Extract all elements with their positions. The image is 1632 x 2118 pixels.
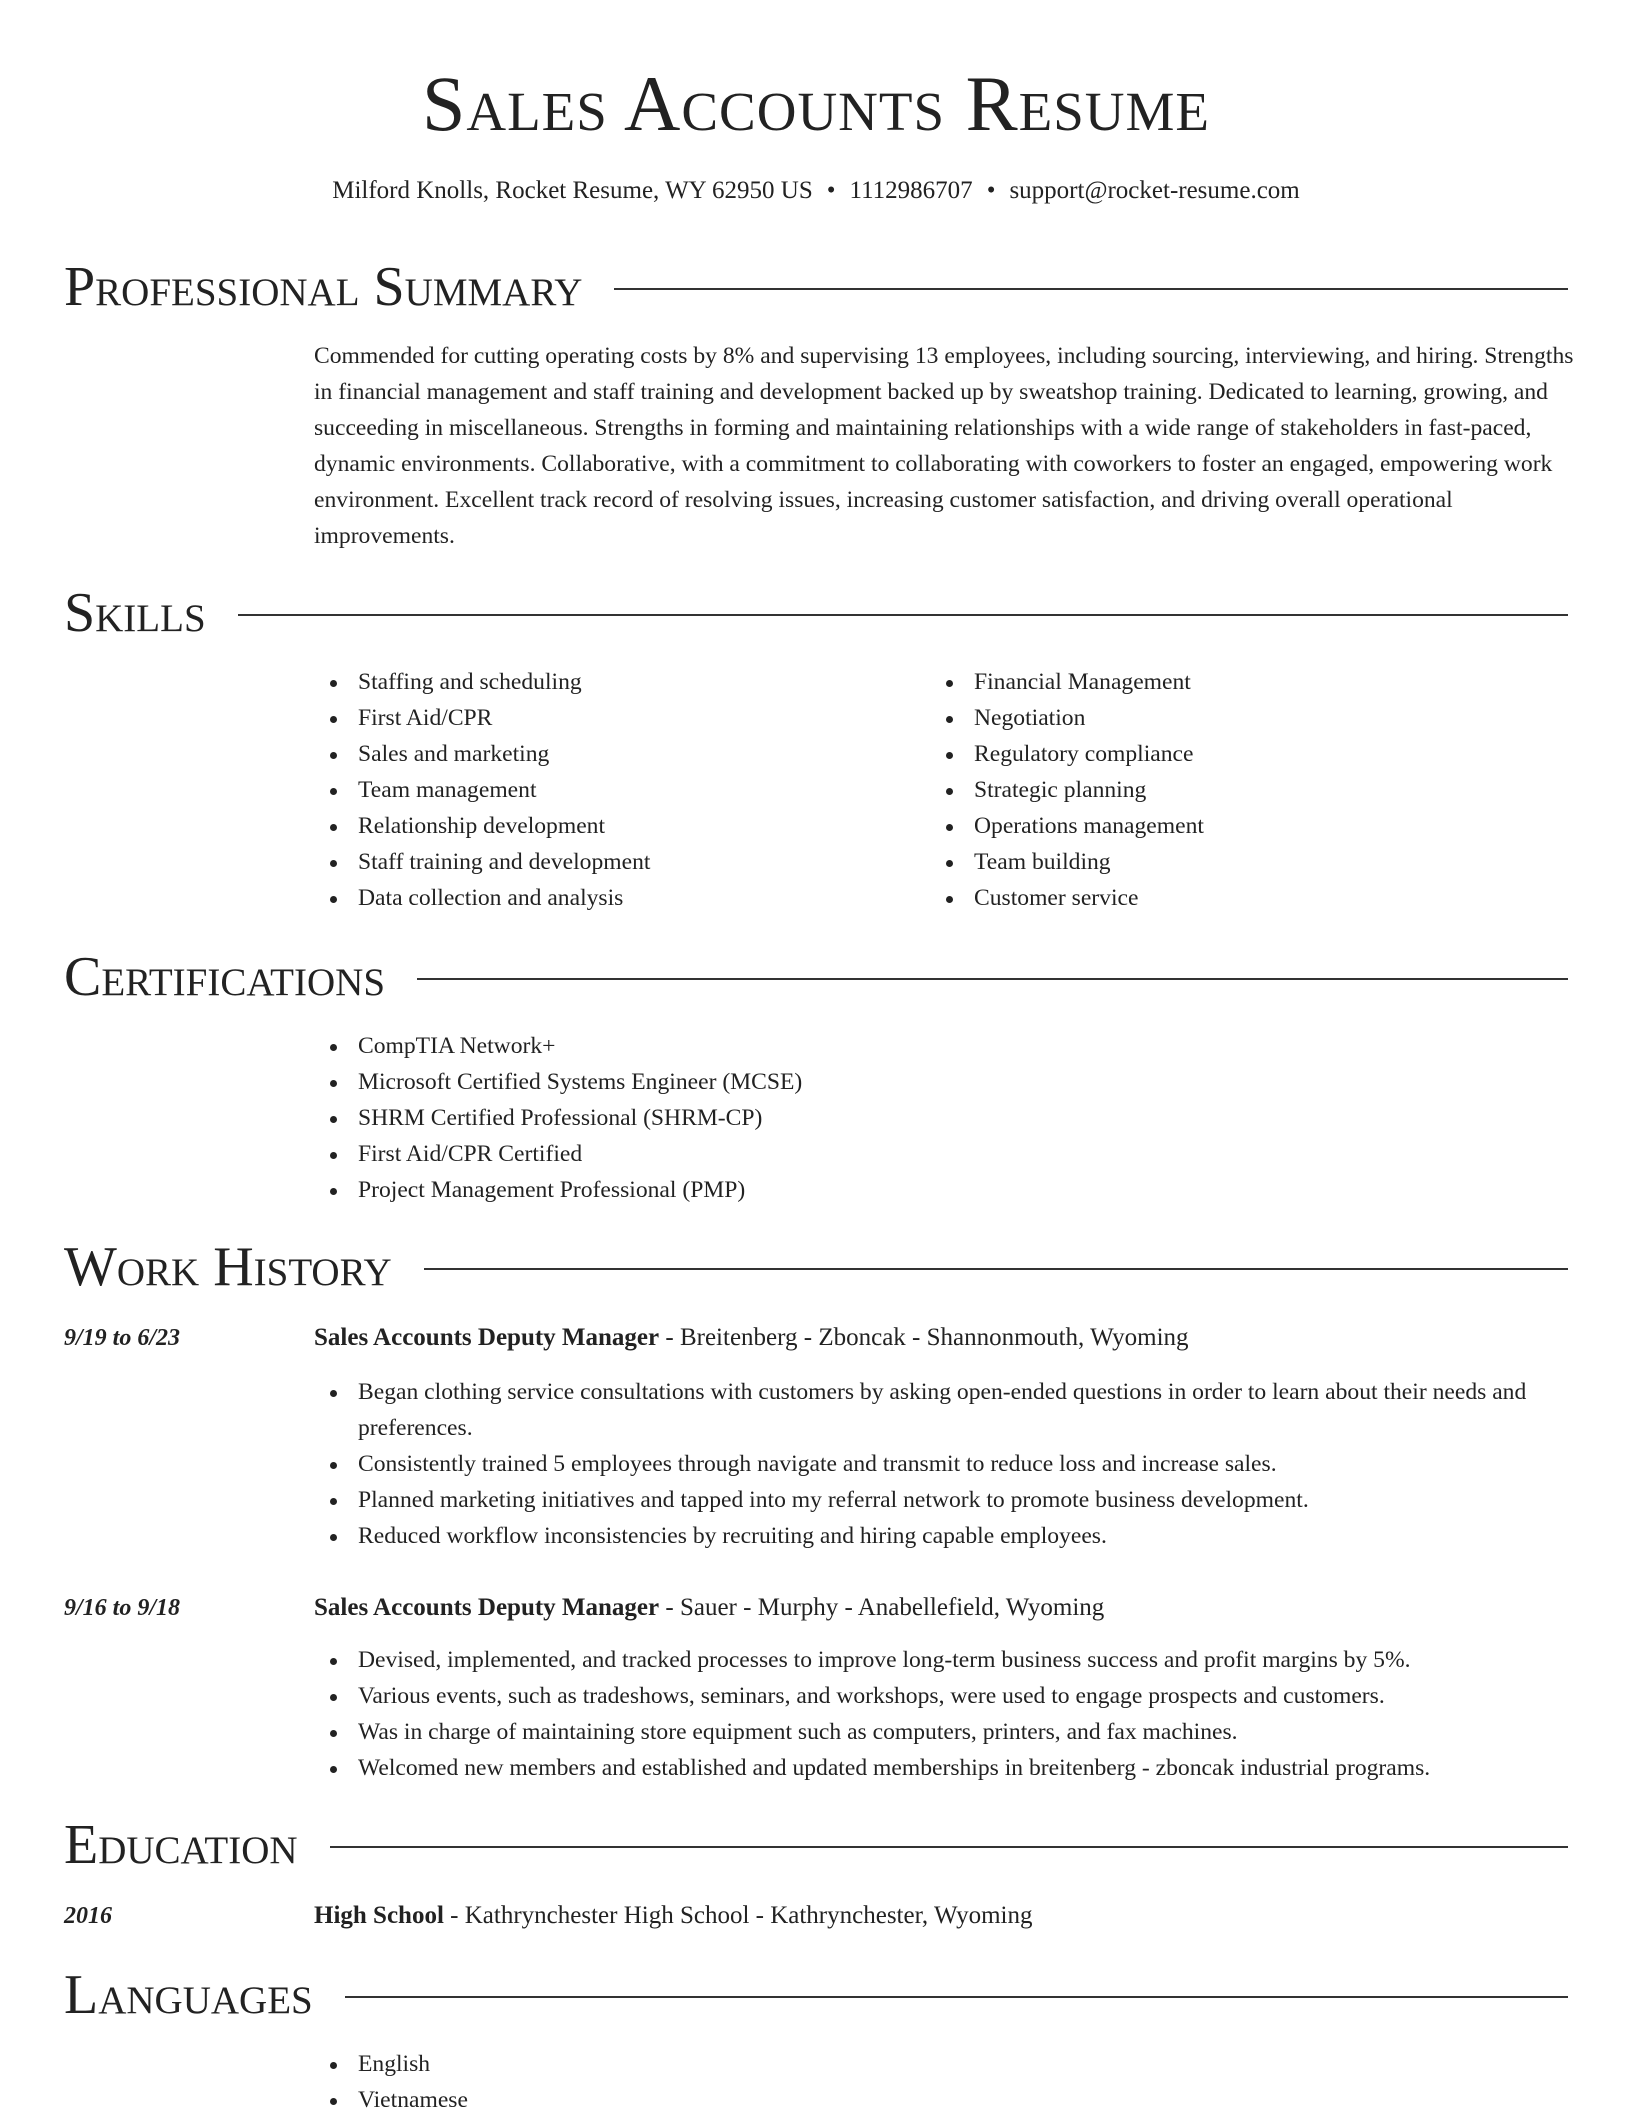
section-divider [424, 1268, 1568, 1270]
job-details: - Sauer - Murphy - Anabellefield, Wyoming [659, 1594, 1105, 1621]
contact-separator: • [986, 177, 996, 204]
certification-item: Microsoft Certified Systems Engineer (MCSE) [314, 1064, 1576, 1100]
job-bullet: Began clothing service consultations with customers by asking open-ended questions in order to learn about their needs and preferences. [314, 1374, 1576, 1446]
skill-item: Relationship development [314, 808, 914, 844]
job-dates: 9/16 to 9/18 [64, 1595, 181, 1621]
contact-email: support@rocket-resume.com [1009, 177, 1300, 204]
skills-section-header [64, 578, 1568, 648]
skill-item: Operations management [930, 808, 1530, 844]
section-divider [614, 288, 1568, 290]
job-title-line [314, 1590, 1104, 1626]
job-role: Sales Accounts Deputy Manager [314, 1324, 660, 1351]
job-bullets [314, 1374, 1576, 1554]
education-heading: Education [64, 1814, 298, 1876]
contact-address: Milford Knolls, Rocket Resume, WY 62950 US [332, 177, 813, 204]
certification-item: First Aid/CPR Certified [314, 1136, 1576, 1172]
education-year: 2016 [64, 1903, 112, 1929]
job-bullet: Consistently trained 5 employees through navigate and transmit to reduce loss and increase sales. [314, 1446, 1576, 1482]
document-title: Sales Accounts Resume [421, 60, 1211, 147]
certification-item: SHRM Certified Professional (SHRM-CP) [314, 1100, 1576, 1136]
skill-item: Sales and marketing [314, 736, 914, 772]
certifications-list [314, 1028, 1576, 1208]
summary-section-header [64, 252, 1568, 322]
skill-item: Data collection and analysis [314, 880, 914, 916]
job-bullet: Various events, such as tradeshows, seminars, and workshops, were used to engage prospects and customers. [314, 1678, 1576, 1714]
skills-heading: Skills [64, 582, 206, 644]
job-role: Sales Accounts Deputy Manager [314, 1594, 660, 1621]
skills-list-right [930, 664, 1530, 916]
section-divider [238, 614, 1568, 616]
skill-item: Team building [930, 844, 1530, 880]
section-divider [345, 1996, 1568, 1998]
skill-item: Staff training and development [314, 844, 914, 880]
job-bullet: Welcomed new members and established and updated memberships in breitenberg - zboncak industrial programs. [314, 1750, 1576, 1786]
certifications-heading: Certifications [64, 946, 386, 1008]
education-line [314, 1898, 1032, 1934]
contact-separator: • [826, 177, 836, 204]
work-heading: Work History [64, 1236, 392, 1298]
education-degree: High School [314, 1902, 444, 1929]
job-title-line [314, 1320, 1189, 1356]
job-dates: 9/19 to 6/23 [64, 1325, 181, 1351]
job-bullet: Reduced workflow inconsistencies by recruiting and hiring capable employees. [314, 1518, 1576, 1554]
language-item: Vietnamese [314, 2082, 1576, 2118]
contact-phone: 1112986707 [849, 177, 973, 204]
job-bullet: Planned marketing initiatives and tapped into my referral network to promote business development. [314, 1482, 1576, 1518]
skill-item: Strategic planning [930, 772, 1530, 808]
section-divider [417, 978, 1568, 980]
certifications-section-header [64, 942, 1568, 1012]
skill-item: Customer service [930, 880, 1530, 916]
summary-text: Commended for cutting operating costs by 8% and supervising 13 employees, including sourcing, interviewing, and hiring. Strengths in financial management and staff training and development backed up by sweatshop training. Dedicated to learning, growing, and succeeding in miscellaneous. Strengths in forming and maintaining relationships with a wide range of stakeholders in fast-paced, dynamic environments. Collaborative, with a commitment to collaborating with coworkers to foster an engaged, empowering work environment. Excellent track record of resolving issues, increasing customer satisfaction, and driving overall operational improvements. [314, 343, 1574, 549]
certification-item: CompTIA Network+ [314, 1028, 1576, 1064]
skills-list-left [314, 664, 914, 916]
job-details: - Breitenberg - Zboncak - Shannonmouth, Wyoming [659, 1324, 1189, 1351]
contact-line [0, 174, 1632, 208]
language-item: English [314, 2046, 1576, 2082]
skill-item: First Aid/CPR [314, 700, 914, 736]
job-bullet: Devised, implemented, and tracked processes to improve long-term business success and profit margins by 5%. [314, 1642, 1576, 1678]
languages-list [314, 2046, 1576, 2118]
work-section-header [64, 1232, 1568, 1302]
certification-item: Project Management Professional (PMP) [314, 1172, 1576, 1208]
education-details: - Kathrynchester High School - Kathrynchester, Wyoming [443, 1902, 1033, 1929]
skill-item: Staffing and scheduling [314, 664, 914, 700]
summary-heading: Professional Summary [64, 256, 583, 318]
skill-item: Regulatory compliance [930, 736, 1530, 772]
education-section-header [64, 1810, 1568, 1880]
skill-item: Team management [314, 772, 914, 808]
languages-heading: Languages [64, 1964, 313, 2026]
job-bullets [314, 1642, 1576, 1786]
skill-item: Negotiation [930, 700, 1530, 736]
languages-section-header [64, 1960, 1568, 2030]
job-bullet: Was in charge of maintaining store equipment such as computers, printers, and fax machines. [314, 1714, 1576, 1750]
skill-item: Financial Management [930, 664, 1530, 700]
section-divider [330, 1846, 1568, 1848]
